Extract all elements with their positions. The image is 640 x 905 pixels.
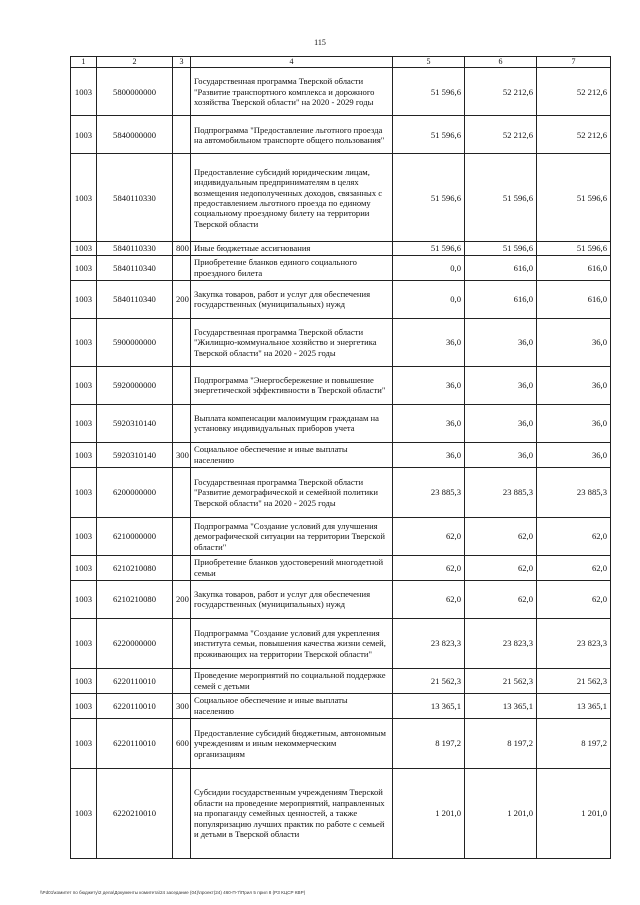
- expense-type-cell: 800: [173, 242, 191, 255]
- amount-year3-cell: 51 596,6: [537, 242, 611, 255]
- section-code-cell: 1003: [71, 517, 97, 555]
- section-code-cell: 1003: [71, 68, 97, 116]
- table-body: [71, 68, 611, 858]
- description-cell: Социальное обеспечение и иные выплаты населению: [191, 442, 393, 467]
- expense-type-cell: 200: [173, 280, 191, 318]
- amount-year3-cell: 23 885,3: [537, 467, 611, 517]
- amount-year2-cell: 36,0: [465, 442, 537, 467]
- budget-table: [70, 56, 611, 859]
- expense-type-cell: 300: [173, 693, 191, 718]
- amount-year2-cell: 52 212,6: [465, 116, 537, 154]
- amount-year3-cell: 13 365,1: [537, 693, 611, 718]
- description-cell: Подпрограмма "Энергосбережение и повышение энергетической эффективности в Тверской области": [191, 366, 393, 404]
- file-path-footer: \\Pd01\комитет по бюджету\2 дела\Документы комитета\24 заседание (04)\проект(24) 460-П-7\Прил 5 прил 8 (РЗ КЦСР КВР): [40, 890, 306, 895]
- target-article-cell: 5840110340: [97, 280, 173, 318]
- amount-year1-cell: 62,0: [393, 517, 465, 555]
- amount-year1-cell: 62,0: [393, 580, 465, 618]
- section-code-cell: 1003: [71, 555, 97, 580]
- section-code-cell: 1003: [71, 618, 97, 668]
- section-code-cell: 1003: [71, 242, 97, 255]
- target-article-cell: 5840110340: [97, 255, 173, 280]
- description-cell: Государственная программа Тверской области "Развитие демографической и семейной политики Тверской области" на 2020 - 2025 годы: [191, 467, 393, 517]
- description-cell: Государственная программа Тверской области "Жилищно-коммунальное хозяйство и энергетика Тверской области" на 2020 - 2025 годы: [191, 318, 393, 366]
- target-article-cell: 5840110330: [97, 242, 173, 255]
- amount-year2-cell: 1 201,0: [465, 768, 537, 858]
- amount-year1-cell: 51 596,6: [393, 242, 465, 255]
- amount-year2-cell: 62,0: [465, 555, 537, 580]
- target-article-cell: 5800000000: [97, 68, 173, 116]
- amount-year2-cell: 616,0: [465, 280, 537, 318]
- section-code-cell: 1003: [71, 280, 97, 318]
- amount-year2-cell: 23 823,3: [465, 618, 537, 668]
- section-code-cell: 1003: [71, 442, 97, 467]
- expense-type-cell: 200: [173, 580, 191, 618]
- amount-year1-cell: 36,0: [393, 442, 465, 467]
- expense-type-cell: [173, 467, 191, 517]
- section-code-cell: 1003: [71, 404, 97, 442]
- description-cell: Предоставление субсидий юридическим лицам, индивидуальным предпринимателям в целях возмещения недополученных доходов, связанных с предоставлением льготного проезда по единому социальному проездному билету на территории Тверской области: [191, 154, 393, 242]
- amount-year1-cell: 36,0: [393, 318, 465, 366]
- amount-year2-cell: 36,0: [465, 404, 537, 442]
- section-code-cell: 1003: [71, 154, 97, 242]
- table-row: [71, 404, 611, 442]
- section-code-cell: 1003: [71, 116, 97, 154]
- expense-type-cell: [173, 404, 191, 442]
- section-code-cell: 1003: [71, 318, 97, 366]
- amount-year3-cell: 62,0: [537, 517, 611, 555]
- amount-year3-cell: 52 212,6: [537, 68, 611, 116]
- expense-type-cell: [173, 768, 191, 858]
- target-article-cell: 5840000000: [97, 116, 173, 154]
- target-article-cell: 6210000000: [97, 517, 173, 555]
- column-header: 7: [537, 57, 611, 68]
- section-code-cell: 1003: [71, 366, 97, 404]
- target-article-cell: 5900000000: [97, 318, 173, 366]
- target-article-cell: 6200000000: [97, 467, 173, 517]
- amount-year1-cell: 51 596,6: [393, 154, 465, 242]
- amount-year3-cell: 23 823,3: [537, 618, 611, 668]
- amount-year3-cell: 21 562,3: [537, 668, 611, 693]
- description-cell: Подпрограмма "Создание условий для улучшения демографической ситуации на территории Тверской области": [191, 517, 393, 555]
- table-row: [71, 318, 611, 366]
- target-article-cell: 6210210080: [97, 555, 173, 580]
- table-row: [71, 242, 611, 255]
- amount-year2-cell: 36,0: [465, 366, 537, 404]
- table-row: [71, 116, 611, 154]
- target-article-cell: 6220210010: [97, 768, 173, 858]
- table-row: [71, 467, 611, 517]
- amount-year3-cell: 8 197,2: [537, 718, 611, 768]
- target-article-cell: 5920310140: [97, 442, 173, 467]
- table-row: [71, 154, 611, 242]
- description-cell: Закупка товаров, работ и услуг для обеспечения государственных (муниципальных) нужд: [191, 280, 393, 318]
- expense-type-cell: [173, 668, 191, 693]
- description-cell: Выплата компенсации малоимущим гражданам на установку индивидуальных приборов учета: [191, 404, 393, 442]
- target-article-cell: 5920310140: [97, 404, 173, 442]
- expense-type-cell: [173, 68, 191, 116]
- description-cell: Иные бюджетные ассигнования: [191, 242, 393, 255]
- section-code-cell: 1003: [71, 693, 97, 718]
- description-cell: Проведение мероприятий по социальной поддержке семей с детьми: [191, 668, 393, 693]
- table-row: [71, 442, 611, 467]
- column-header: 2: [97, 57, 173, 68]
- target-article-cell: 6210210080: [97, 580, 173, 618]
- amount-year2-cell: 23 885,3: [465, 467, 537, 517]
- table-row: [71, 68, 611, 116]
- expense-type-cell: [173, 116, 191, 154]
- amount-year2-cell: 13 365,1: [465, 693, 537, 718]
- amount-year3-cell: 36,0: [537, 442, 611, 467]
- target-article-cell: 6220110010: [97, 718, 173, 768]
- expense-type-cell: 600: [173, 718, 191, 768]
- expense-type-cell: [173, 517, 191, 555]
- target-article-cell: 6220110010: [97, 668, 173, 693]
- amount-year2-cell: 62,0: [465, 580, 537, 618]
- amount-year1-cell: 13 365,1: [393, 693, 465, 718]
- section-code-cell: 1003: [71, 580, 97, 618]
- section-code-cell: 1003: [71, 668, 97, 693]
- amount-year1-cell: 8 197,2: [393, 718, 465, 768]
- amount-year1-cell: 51 596,6: [393, 116, 465, 154]
- amount-year3-cell: 62,0: [537, 555, 611, 580]
- column-header: 1: [71, 57, 97, 68]
- description-cell: Предоставление субсидий бюджетным, автономным учреждениям и иным некоммерческим организациям: [191, 718, 393, 768]
- expense-type-cell: 300: [173, 442, 191, 467]
- amount-year2-cell: 51 596,6: [465, 242, 537, 255]
- amount-year1-cell: 23 885,3: [393, 467, 465, 517]
- description-cell: Закупка товаров, работ и услуг для обеспечения государственных (муниципальных) нужд: [191, 580, 393, 618]
- description-cell: Подпрограмма "Создание условий для укрепления института семьи, повышения качества жизни семей, проживающих на территории Тверской области": [191, 618, 393, 668]
- target-article-cell: 6220110010: [97, 693, 173, 718]
- amount-year2-cell: 616,0: [465, 255, 537, 280]
- table-row: [71, 517, 611, 555]
- section-code-cell: 1003: [71, 718, 97, 768]
- amount-year1-cell: 0,0: [393, 255, 465, 280]
- column-header: 5: [393, 57, 465, 68]
- amount-year3-cell: 36,0: [537, 404, 611, 442]
- amount-year3-cell: 616,0: [537, 280, 611, 318]
- amount-year1-cell: 21 562,3: [393, 668, 465, 693]
- amount-year1-cell: 0,0: [393, 280, 465, 318]
- description-cell: Социальное обеспечение и иные выплаты населению: [191, 693, 393, 718]
- description-cell: Приобретение бланков удостоверений многодетной семьи: [191, 555, 393, 580]
- table-row: [71, 366, 611, 404]
- section-code-cell: 1003: [71, 255, 97, 280]
- amount-year3-cell: 62,0: [537, 580, 611, 618]
- expense-type-cell: [173, 318, 191, 366]
- amount-year2-cell: 36,0: [465, 318, 537, 366]
- description-cell: Подпрограмма "Предоставление льготного проезда на автомобильном транспорте общего пользования": [191, 116, 393, 154]
- amount-year3-cell: 52 212,6: [537, 116, 611, 154]
- expense-type-cell: [173, 555, 191, 580]
- amount-year1-cell: 36,0: [393, 366, 465, 404]
- table-row: [71, 768, 611, 858]
- section-code-cell: 1003: [71, 768, 97, 858]
- table-row: [71, 693, 611, 718]
- amount-year3-cell: 616,0: [537, 255, 611, 280]
- amount-year1-cell: 51 596,6: [393, 68, 465, 116]
- amount-year3-cell: 1 201,0: [537, 768, 611, 858]
- column-header: 6: [465, 57, 537, 68]
- table-row: [71, 618, 611, 668]
- column-header: 4: [191, 57, 393, 68]
- table-row: [71, 555, 611, 580]
- amount-year1-cell: 1 201,0: [393, 768, 465, 858]
- table-row: [71, 668, 611, 693]
- table-row: [71, 255, 611, 280]
- amount-year2-cell: 52 212,6: [465, 68, 537, 116]
- expense-type-cell: [173, 618, 191, 668]
- description-cell: Государственная программа Тверской области "Развитие транспортного комплекса и дорожного хозяйства Тверской области" на 2020 - 2029 годы: [191, 68, 393, 116]
- expense-type-cell: [173, 154, 191, 242]
- amount-year2-cell: 21 562,3: [465, 668, 537, 693]
- amount-year1-cell: 62,0: [393, 555, 465, 580]
- description-cell: Приобретение бланков единого социального проездного билета: [191, 255, 393, 280]
- expense-type-cell: [173, 255, 191, 280]
- section-code-cell: 1003: [71, 467, 97, 517]
- page-number: 115: [314, 38, 326, 47]
- column-number-row: [71, 57, 611, 68]
- amount-year3-cell: 51 596,6: [537, 154, 611, 242]
- amount-year1-cell: 23 823,3: [393, 618, 465, 668]
- amount-year2-cell: 62,0: [465, 517, 537, 555]
- amount-year2-cell: 51 596,6: [465, 154, 537, 242]
- target-article-cell: 5840110330: [97, 154, 173, 242]
- target-article-cell: 6220000000: [97, 618, 173, 668]
- column-header: 3: [173, 57, 191, 68]
- expense-type-cell: [173, 366, 191, 404]
- amount-year2-cell: 8 197,2: [465, 718, 537, 768]
- amount-year1-cell: 36,0: [393, 404, 465, 442]
- table-row: [71, 280, 611, 318]
- table-row: [71, 580, 611, 618]
- table-row: [71, 718, 611, 768]
- description-cell: Субсидии государственным учреждениям Тверской области на проведение мероприятий, направленных на пропаганду семейных ценностей, а также популяризацию лучших практик по работе с семьей и детьми в Тверской области: [191, 768, 393, 858]
- amount-year3-cell: 36,0: [537, 318, 611, 366]
- amount-year3-cell: 36,0: [537, 366, 611, 404]
- target-article-cell: 5920000000: [97, 366, 173, 404]
